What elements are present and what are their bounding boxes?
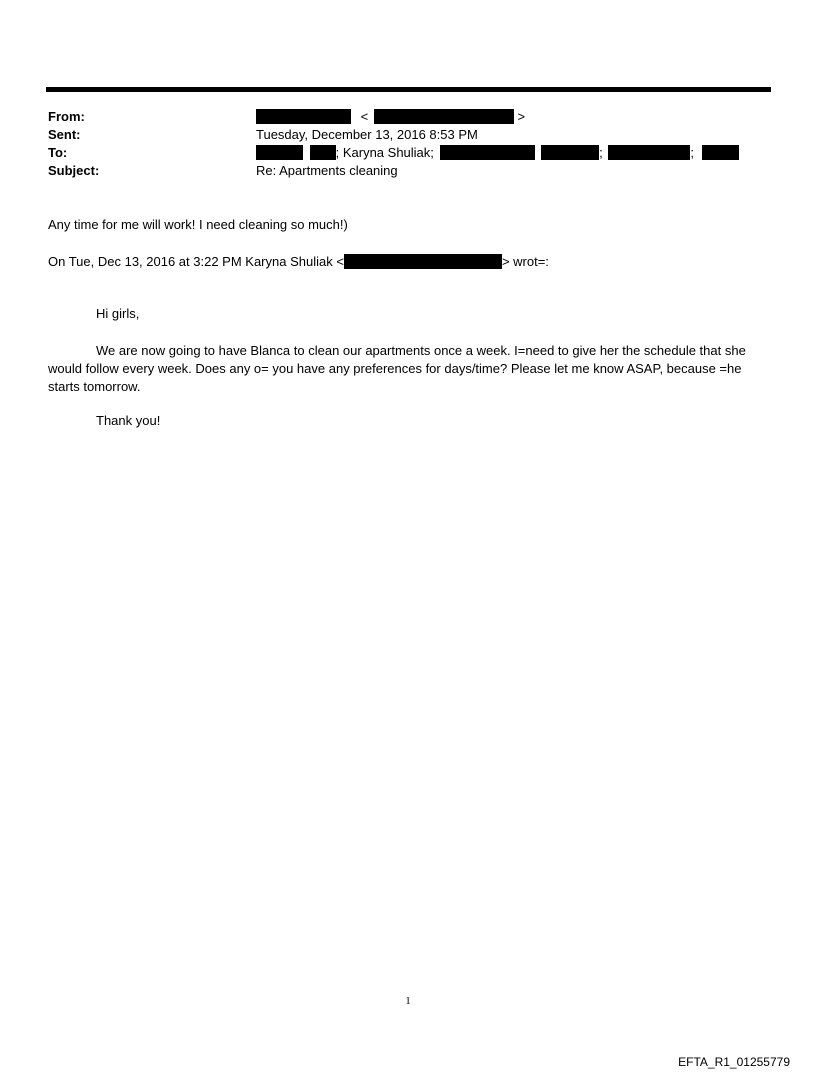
quote-attribution [48,253,772,271]
redaction-block [541,145,599,160]
to-separator: ; [599,145,603,160]
redaction-block [702,145,739,160]
to-separator: ; [690,145,695,160]
redaction-block [256,145,303,160]
quoted-thanks: Thank you! [96,413,161,428]
from-label: From: [48,109,85,124]
sent-row [48,126,768,144]
redaction-block [256,109,351,124]
redaction-block [440,145,535,160]
redaction-block [344,254,502,269]
to-value [256,144,739,162]
bates-number: EFTA_R1_01255779 [678,1055,790,1069]
from-gt: > [517,109,526,124]
email-header [48,108,768,180]
from-lt: < [360,109,369,124]
subject-value: Re: Apartments cleaning [256,163,398,178]
redaction-block [608,145,690,160]
from-row [48,108,768,126]
subject-label: Subject: [48,163,100,178]
subject-row [48,162,768,180]
quoted-paragraph: We are now going to have Blanca to clean our apartments once a week. I=need to give her the schedule that she would follow every week. Does any o= you have any preferences for days/time? Please let me know ASAP, because =he starts tomorrow. [48,343,746,394]
reply-text: Any time for me will work! I need cleaning so much!) [48,217,348,232]
to-recipient-name: ; Karyna Shuliak; [335,145,434,160]
attribution-suffix: > wrot=: [501,254,549,269]
page-number: 1 [405,995,411,1007]
redaction-block [374,109,514,124]
to-label: To: [48,145,68,160]
header-rule [46,87,771,92]
sent-value: Tuesday, December 13, 2016 8:53 PM [256,127,478,142]
quoted-greeting: Hi girls, [96,306,140,321]
from-value [256,108,525,126]
attribution-prefix: On Tue, Dec 13, 2016 at 3:22 PM Karyna Shuliak < [48,254,344,269]
redaction-block [310,145,336,160]
to-row [48,144,768,162]
sent-label: Sent: [48,127,81,142]
